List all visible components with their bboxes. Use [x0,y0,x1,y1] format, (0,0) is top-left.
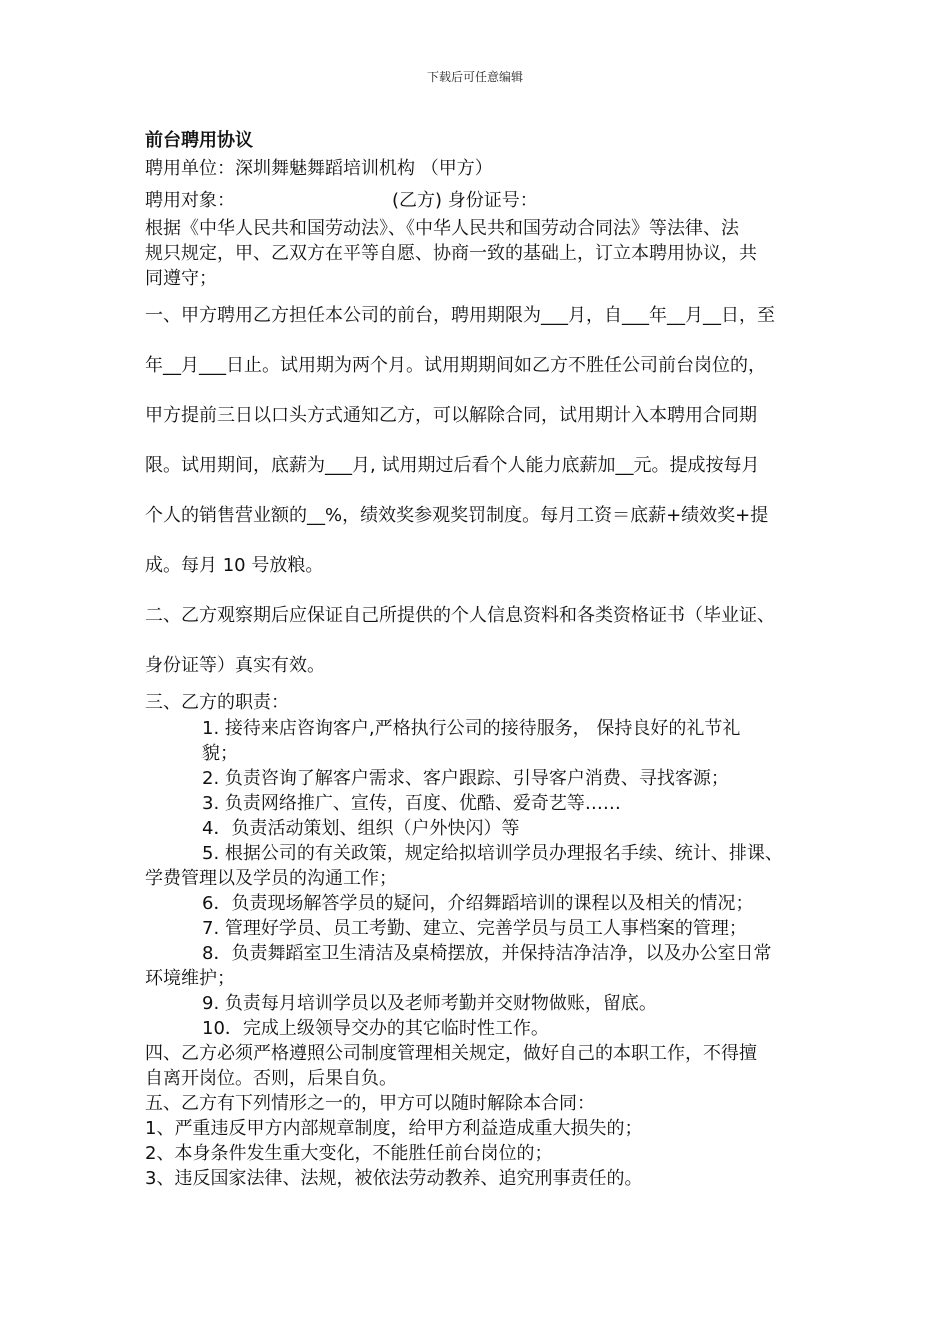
duty-item: 6．负责现场解答学员的疑问，介绍舞蹈培训的课程以及相关的情况； [202,893,754,914]
duty-item: 3. 负责网络推广、宣传，百度、优酷、爱奇艺等…… [202,793,621,814]
employee-label: 聘用对象： [145,190,235,211]
employee-party-id: (乙方) 身份证号： [392,190,538,211]
intro-line: 根据《中华人民共和国劳动法》、《中华人民共和国劳动合同法》等法律、法 [145,218,739,239]
clause-5-line: 3、违反国家法律、法规，被依法劳动教养、追究刑事责任的。 [145,1168,643,1189]
clause-5-line: 五、乙方有下列情形之一的，甲方可以随时解除本合同： [145,1093,595,1114]
clause-5-line: 1、严重违反甲方内部规章制度，给甲方利益造成重大损失的； [145,1118,643,1139]
duty-item: 5. 根据公司的有关政策，规定给拟培训学员办理报名手续、统计、排课、 [202,843,783,864]
clause-3-title: 三、乙方的职责： [145,692,289,713]
duty-item: 貌； [202,743,238,764]
duty-item: 环境维护； [145,968,235,989]
duty-item: 7. 管理好学员、员工考勤、建立、完善学员与员工人事档案的管理； [202,918,747,939]
clause-2-line: 二、乙方观察期后应保证自己所提供的个人信息资料和各类资格证书（毕业证、 [145,605,775,626]
clause-1-line: 个人的销售营业额的__%，绩效奖参观奖罚制度。每月工资＝底薪+绩效奖+提 [145,505,769,526]
duty-item: 1. 接待来店咨询客户,严格执行公司的接待服务， 保持良好的礼节礼 [202,718,741,739]
duty-item: 10．完成上级领导交办的其它临时性工作。 [202,1018,549,1039]
clause-5-line: 2、本身条件发生重大变化，不能胜任前台岗位的； [145,1143,553,1164]
clause-1-line: 年__月___日止。试用期为两个月。试用期期间如乙方不胜任公司前台岗位的， [145,355,766,376]
clause-2-line: 身份证等）真实有效。 [145,655,325,676]
clause-1-line: 一、甲方聘用乙方担任本公司的前台，聘用期限为___月，自___年__月__日，至 [145,305,775,326]
clause-4-line: 自离开岗位。否则，后果自负。 [145,1068,397,1089]
duty-item: 2. 负责咨询了解客户需求、客户跟踪、引导客户消费、寻找客源； [202,768,729,789]
duty-item: 9. 负责每月培训学员以及老师考勤并交财物做账，留底。 [202,993,657,1014]
duty-item: 8．负责舞蹈室卫生清洁及桌椅摆放，并保持洁净洁净，以及办公室日常 [202,943,772,964]
clause-4-line: 四、乙方必须严格遵照公司制度管理相关规定，做好自己的本职工作，不得擅 [145,1043,757,1064]
document-title: 前台聘用协议 [145,130,253,151]
duty-item: 4．负责活动策划、组织（户外快闪）等 [202,818,520,839]
clause-1-line: 甲方提前三日以口头方式通知乙方，可以解除合同，试用期计入本聘用合同期 [145,405,757,426]
intro-line: 同遵守； [145,268,217,289]
page-header: 下载后可任意编辑 [426,70,523,84]
clause-1-line: 限。试用期间，底薪为___月, 试用期过后看个人能力底薪加__元。提成按每月 [145,455,760,476]
intro-line: 规只规定，甲、乙双方在平等自愿、协商一致的基础上，订立本聘用协议，共 [145,243,757,264]
employer-line: 聘用单位：深圳舞魅舞蹈培训机构 （甲方） [145,158,493,179]
duty-item: 学费管理以及学员的沟通工作； [145,868,397,889]
clause-1-line: 成。每月 10 号放粮。 [145,555,324,576]
